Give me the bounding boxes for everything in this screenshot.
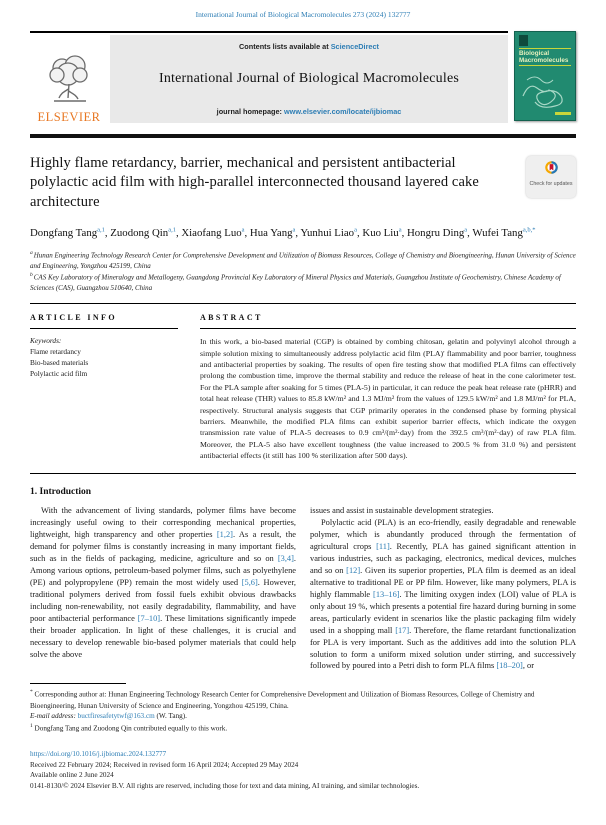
author-name: Zuodong Qin [110,227,169,240]
doi-link[interactable]: https://doi.org/10.1016/j.ijbiomac.2024.132777 [30,750,167,759]
article-info-heading: ARTICLE INFO [30,313,117,323]
citation-link[interactable]: [11] [376,542,390,552]
citation-link[interactable]: [17] [395,625,410,635]
cover-bar [555,112,571,115]
affiliation-text: Hunan Engineering Technology Research Center for Comprehensive Development and Utilization of Biomass Resources, College of Chemistry and Bioengineering, Hunan University of Science and Engineering, Yongzhou 425199, China [30,251,576,270]
author-separator: , [175,227,182,240]
author-name: Hua Yang [249,227,293,240]
abstract-heading: ABSTRACT [200,313,263,323]
citation-link[interactable]: [18–20] [496,661,523,671]
header-divider [30,134,576,138]
email-tail: (W. Tang). [154,712,187,721]
text-run: issues and assist in sustainable development strategies. [310,506,494,516]
text-run: With the advancement of living standards, polymer films have become increasingly useful owing to their corresponding mechanical properties, lightweight, high transparency and other properties [30,506,296,540]
intro-column-right [310,505,576,672]
citation-link[interactable]: [5,6] [241,578,258,587]
email-label: E-mail address: [30,712,76,721]
corresponding-marker: * [30,689,33,696]
check-updates-label: Check for updates [529,181,573,187]
journal-title: International Journal of Biological Macromolecules [158,71,460,86]
info-abstract-section [30,304,576,474]
check-updates-badge[interactable] [526,156,576,198]
affiliation-a [30,249,576,271]
author-name: Kuo Liu [362,227,399,240]
cover-rule [519,48,571,49]
author-separator: , [401,227,407,240]
cover-title-line1: Biological [519,50,550,57]
citation-link[interactable]: [7–10] [137,613,161,623]
journal-reference: International Journal of Biological Macromolecules 273 (2024) 132777 [195,10,411,19]
equal-contribution-note [30,722,576,734]
heading-rule [30,328,178,329]
journal-banner [110,35,508,123]
copyright-line: 0141-8130/© 2024 Elsevier B.V. All rights are reserved, including those for text and data mining, AI training, and similar technologies. [30,781,420,790]
article-info-column [30,313,178,461]
heading-rule [200,328,576,329]
author-affiliation-marker[interactable]: a,1 [168,226,176,234]
affiliation-b [30,271,576,293]
affiliation-marker: a [30,250,33,256]
text-run: . As a result, the demand for polymer films is constantly increasing in many important fields, such as in the fields of packaging, medicine, agriculture and so on [30,530,296,564]
author-name: Hongru Ding [406,227,465,240]
cover-title-line2: Macromolecules [519,57,569,65]
author-name: Dongfang Tang [30,227,98,240]
body-paragraph [30,505,296,660]
intro-column-left [30,505,296,672]
homepage-line [217,107,402,116]
affiliation-text: CAS Key Laboratory of Mineralogy and Metallogeny, Guangdong Provincial Key Laboratory of Mineral Physics and Materials, Guangzhou Institute of Geochemistry, Chinese Academy of Sciences (CAS), Guangzhou 510640, China [30,273,561,293]
citation-link[interactable]: [12] [346,566,361,576]
body-paragraph [310,517,576,672]
equal-text: Dongfang Tang and Zuodong Qin contributed equally to this work. [32,724,228,733]
keyword: Bio-based materials [30,358,89,368]
footnotes [30,688,576,734]
cover-emblem-icon [519,35,528,46]
elsevier-logo [30,35,108,127]
author-list [30,225,576,242]
text-run: , or [522,661,535,671]
author-separator: , [467,227,473,240]
abstract-column [200,313,576,461]
keyword: Polylactic acid film [30,369,88,379]
author-name: Xiaofang Luo [181,227,242,240]
keywords-label: Keywords: [30,336,62,346]
introduction-heading: 1. Introduction [30,487,92,498]
journal-cover-thumbnail[interactable] [514,31,576,121]
author-affiliation-marker[interactable]: a [398,226,402,234]
abstract-text: In this work, a bio-based material (CGP) is obtained by combing chitosan, gelatin and polyvinyl alcohol through a simple solution mixing to simultaneously address polylactic acid film (PLA)' flammability and poor barrier, toughness and antibacterial properties by soaking. The results of open fire testing show that modified PLA films can effectively prolong the combustion time, improve the thermal stability and reduce the release of heat in the cone calorimeter test. For the PLA sample after soaking for 5 times (PLA-5) in particular, it can reduce the peak heat release rate (pHRR) and total heat release (THR) values to 85.8 kW/m² and 1.3 MJ/m² from the values of 129.5 kW/m² and 1.8 MJ/m² for PLA, respectively. Structural analysis suggests that CGP primarily operates in the condensed phase by forming physical barriers. Meanwhile, the modified PLA films can exhibit superior barrier effects, which indicate the oxygen transmission rate value of PLA-5 decreases to 0.9 cm³/(m²·day) from the 392.5 cm³/(m²·day) of raw PLA film. Moreover, the PLA-5 also have excellent toughness (the value increased to 200.5 % from 31.0 %) and persistent antibacterial effects (it still has 100 % sterilization after 500 days). [200,337,576,461]
text-run: . The limiting oxygen index (LOI) value of PLA is only about 19 %, which presents a potential fire hazard during burning in some areas, particularly evident in scenarios like the plastic packaging film widely used in a shopping mall [310,589,577,635]
journal-header-main [30,31,508,127]
author-affiliation-marker[interactable]: a [241,226,245,234]
received-dates: Received 22 February 2024; Received in revised form 16 April 2024; Accepted 29 May 2024 [30,760,299,769]
author-name: Wufei Tang [472,227,523,240]
journal-header [30,31,576,127]
contents-prefix: Contents lists available at [239,42,331,51]
equal-marker: 1 [30,723,33,730]
homepage-label: journal homepage: [216,107,284,116]
body-paragraph [310,505,576,517]
author-separator: , [356,227,363,240]
elsevier-wordmark: ELSEVIER [37,110,101,124]
author-affiliation-marker[interactable]: a [354,226,357,234]
email-line [30,711,576,722]
author-affiliation-marker[interactable]: a,1 [97,226,105,234]
footnote-rule [30,683,126,684]
available-online: Available online 2 June 2024 [30,771,114,780]
keyword: Flame retardancy [30,347,81,357]
text-run: . However, traditional polymers derived from fossil fuels exhibit obvious drawbacks including non-renewability, not easily degradability, flammability, and have poor antibacterial performance [30,578,297,623]
text-run: . Given its superior properties, PLA film is deemed as an ideal alternative to traditional PE or PP film. However, like many polymers, PLA is highly flammable [310,566,576,599]
text-run: . Among various options, petroleum-based polymer films, such as polyethylene (PE) and polypropylene (PP) remain the most widely used [30,554,296,587]
text-run: . These limitations significantly impede their broader application. In light of these challenges, it is crucial and necessary to develop renewable bio-based polymer materials that could help solve the above [30,613,296,659]
homepage-link[interactable]: www.elsevier.com/locate/ijbiomac [283,107,402,116]
corresponding-author-note [30,688,576,711]
author-affiliation-marker[interactable]: a [464,226,468,234]
author-name: Yunhui Liao [300,227,355,240]
author-separator: , [295,227,301,240]
text-run: Polylactic acid (PLA) is an eco-friendly, easily degradable and renewable polymer, which is abundantly produced through the fermentation of agricultural crops [310,518,576,552]
affiliation-list [30,249,576,294]
citation-link[interactable]: [3,4] [277,554,294,564]
check-updates-icon [544,162,559,179]
affiliation-marker: b [30,272,33,279]
publication-info [30,749,576,791]
sciencedirect-link[interactable]: ScienceDirect [330,42,379,51]
email-link[interactable]: buctfiresafetytwf@163.cm [77,712,155,721]
author-separator: , [104,227,111,240]
text-run: . Therefore, the flame retardant functionalization for PLA is very important. Such as the additives add into the solution PLA solution to form a uniform mixed solution under stirring, and successively followed by poured into a Petri dish to form PLA films [310,625,576,671]
article-title: Highly flame retardancy, barrier, mechanical and persistent antibacterial polylactic acid film with high-parallel interconnected thousand layered cake architecture [30,155,479,210]
elsevier-tree-icon [42,54,96,109]
text-run: . Recently, PLA has gained significant attention in various industries, such as packaging, electronics, medical devices, mulches and so on [310,542,576,576]
introduction-body [30,505,576,672]
corresponding-text: Corresponding author at: Hunan Engineering Technology Research Center for Comprehensive Development and Utilization of Biomass Resources, College of Chemistry and Bioengineering, Hunan University of Science and Engineering, Yongzhou 425199, China. [30,690,535,710]
author-separator: , [244,227,250,240]
citation-link[interactable]: [1,2] [216,530,233,540]
author-affiliation-marker[interactable]: a,b,* [522,226,536,234]
contents-line [239,42,379,51]
citation-link[interactable]: [13–16] [373,589,400,599]
keyword-list [30,347,178,380]
author-affiliation-marker[interactable]: a [292,226,296,234]
